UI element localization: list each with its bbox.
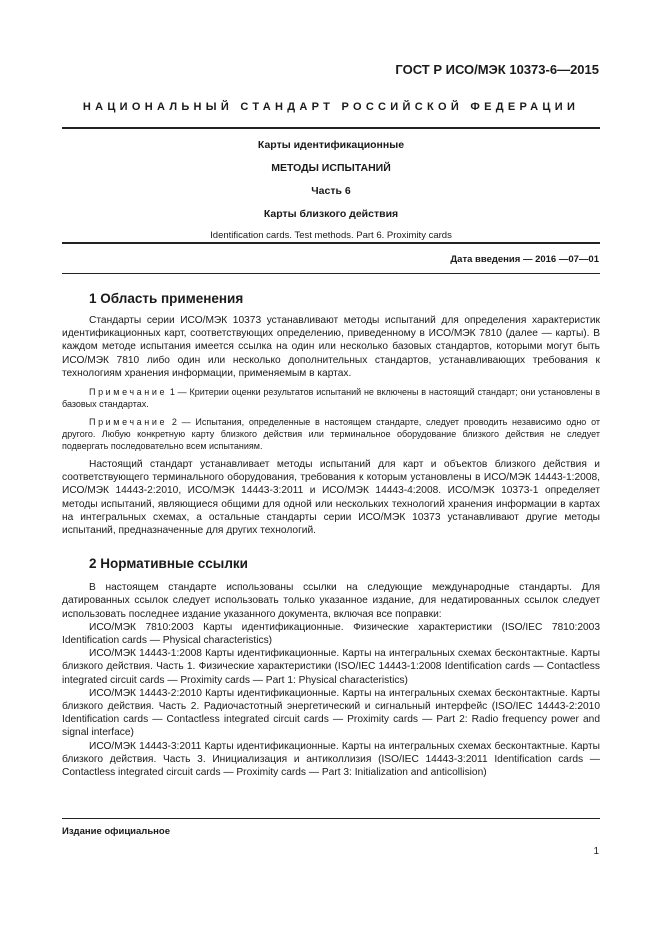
- reference-item: ИСО/МЭК 7810:2003 Карты идентификационные. Физические характеристики (ISO/IEC 7810:2003 Identification cards — Physical characteristics): [62, 621, 600, 647]
- introduction-date: Дата введения — 2016 —07—01: [450, 254, 599, 265]
- section-1-paragraph-2: Настоящий стандарт устанавливает методы испытаний для карт и объектов близкого действия и соответствующего терминального оборудования, требования к которым установлены в ИСО/МЭК 14443-1:2008, ИСО/МЭК 14443-2:2010, ИСО/МЭК 14443-3:2011 и ИСО/МЭК 14443-4:2008. ИСО/МЭК 10373-1 определяет методы испытаний, являющиеся общими для одной или нескольких технологий хранения информации в картах на интегральных схемах, а остальные стандарты серии ИСО/МЭК 10373 устанавливают другие методы испытаний, предназначенные для других технологий.: [62, 459, 600, 537]
- title-line-1: Карты идентификационные: [257, 139, 405, 151]
- date-divider: [62, 273, 600, 274]
- main-content: [62, 290, 600, 779]
- top-divider: [62, 127, 600, 129]
- national-standard-banner: НАЦИОНАЛЬНЫЙ СТАНДАРТ РОССИЙСКОЙ ФЕДЕРАЦИИ: [82, 101, 580, 113]
- title-block: [62, 138, 600, 242]
- note-1-text: 1 — Критерии оценки результатов испытаний не включены в настоящий стандарт; они установлены в базовых стандартах.: [62, 387, 600, 410]
- reference-item: ИСО/МЭК 14443-1:2008 Карты идентификационные. Карты на интегральных схемах бесконтактные. Карты близкого действия. Часть 1. Физические характеристики (ISO/IEC 14443-1:2008 Identification cards — Contactless integrated circuit cards — Proximity cards — Part 1: Physical characteristics): [62, 648, 600, 686]
- document-id: ГОСТ Р ИСО/МЭК 10373-6—2015: [395, 62, 599, 77]
- section-1-heading: 1 Область применения: [89, 291, 244, 306]
- section-1-paragraph-1: Стандарты серии ИСО/МЭК 10373 устанавливают методы испытаний для определения характеристик идентификационных карт, соответствующих определению, приведенному в ИСО/МЭК 7810 (далее — карты). В каждом методе испытания имеется ссылка на один или несколько базовых стандартов, которыми могут быть ИСО/МЭК 7810 либо один или несколько дополнительных стандартов, устанавливающих требования к технологиям хранения информации, применяемым в картах.: [62, 315, 600, 379]
- note-1: [62, 386, 600, 410]
- title-line-4: Карты близкого действия: [263, 208, 399, 220]
- footer-divider: [62, 818, 600, 819]
- note-2-label: Примечание: [89, 417, 168, 428]
- title-line-3: Часть 6: [311, 185, 351, 197]
- section-2-heading: 2 Нормативные ссылки: [89, 556, 248, 572]
- title-english: Identification cards. Test methods. Part 6. Proximity cards: [210, 230, 452, 241]
- title-line-2: МЕТОДЫ ИСПЫТАНИЙ: [271, 162, 391, 174]
- edition-label: Издание официальное: [62, 826, 170, 837]
- title-divider: [62, 242, 600, 244]
- section-2-intro: В настоящем стандарте использованы ссылки на следующие международные стандарты. Для датированных ссылок следует использовать только указанное издание, для недатированных ссылок следует использовать последнее издание указанного документа, включая все поправки:: [62, 582, 600, 620]
- note-1-label: Примечание: [89, 387, 168, 398]
- note-2: [62, 416, 600, 452]
- page-number: 1: [593, 846, 599, 857]
- note-2-text: 2 — Испытания, определенные в настоящем стандарте, следует проводить независимо одно от другого. Любую конкретную карту близкого действия или терминальное оборудование близкого действия не следует подвергать последовательно всем испытаниям.: [62, 417, 600, 452]
- reference-item: ИСО/МЭК 14443-3:2011 Карты идентификационные. Карты на интегральных схемах бесконтактные. Карты близкого действия. Часть 3. Инициализация и антиколлизия (ISO/IEC 14443-3:2011 Identification cards — Contactless integrated circuit cards — Proximity cards — Part 3: Initialization and anticollision): [62, 740, 600, 779]
- reference-item: ИСО/МЭК 14443-2:2010 Карты идентификационные. Карты на интегральных схемах бесконтактные. Карты близкого действия. Часть 2. Радиочастотный энергетический и сигнальный интерфейс (ISO/IEC 14443-2:2010 Identification cards — Contactless integrated circuit cards — Proximity cards — Part 2: Radio frequency power and signal interface): [62, 687, 600, 739]
